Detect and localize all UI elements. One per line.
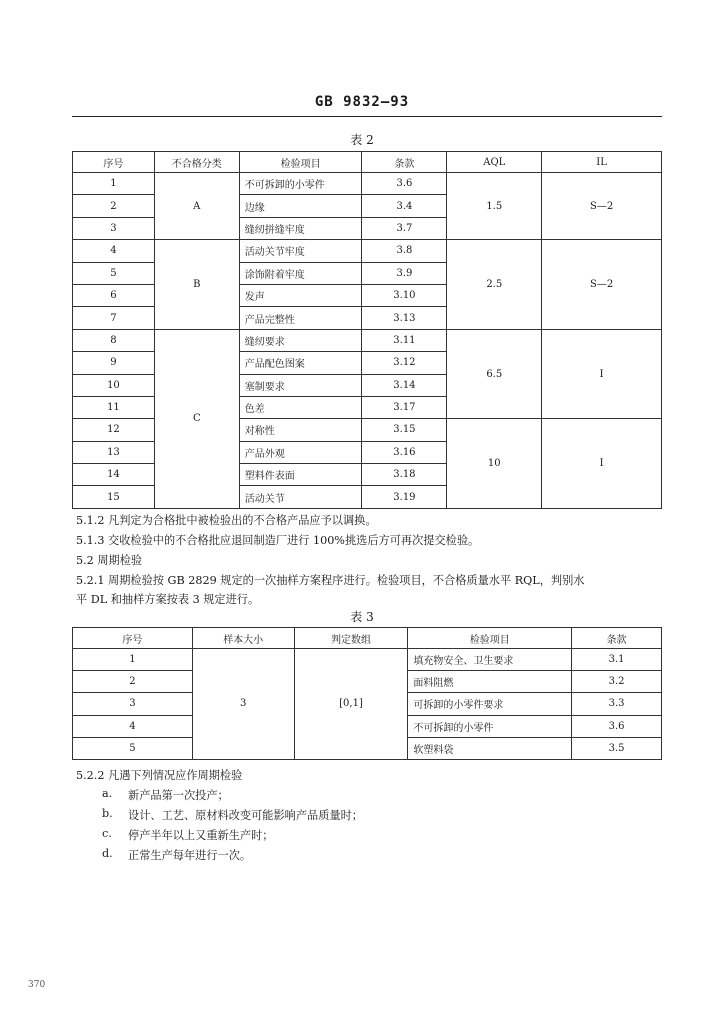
row-number: 5 xyxy=(73,737,193,759)
decision-cell: [0,1] xyxy=(294,649,408,760)
clause-cell: 3.13 xyxy=(362,307,447,329)
clause-cell: 3.19 xyxy=(362,486,447,508)
category-cell: B xyxy=(154,240,239,330)
paragraph-5-1-3: 5.1.3 交收检验中的不合格批应退回制造厂进行 100%挑选后方可再次提交检验。 xyxy=(76,534,480,547)
table-3 xyxy=(72,627,662,760)
item-cell: 不可拆卸的小零件 xyxy=(239,173,362,195)
item-cell: 塞制要求 xyxy=(239,374,362,396)
item-cell: 活动关节 xyxy=(239,486,362,508)
heading-5-2: 5.2 周期检验 xyxy=(76,554,143,567)
table2-header: AQL xyxy=(447,152,542,173)
item-cell: 面料阻燃 xyxy=(408,671,572,693)
category-cell: C xyxy=(154,329,239,508)
row-number: 14 xyxy=(73,464,155,486)
clause-cell: 3.15 xyxy=(362,419,447,441)
table2-header-row xyxy=(73,152,662,173)
aql-cell: 1.5 xyxy=(447,173,542,240)
clause-cell: 3.7 xyxy=(362,217,447,239)
clause-cell: 3.6 xyxy=(362,173,447,195)
paragraph-5-2-1-cont: 平 DL 和抽样方案按表 3 规定进行。 xyxy=(76,593,260,606)
item-cell: 不可拆卸的小零件 xyxy=(408,715,572,737)
clause-cell: 3.8 xyxy=(362,240,447,262)
category-cell: A xyxy=(154,173,239,240)
item-cell: 产品配色图案 xyxy=(239,352,362,374)
row-number: 11 xyxy=(73,396,155,418)
table2-header: 检验项目 xyxy=(239,152,362,173)
aql-cell: 10 xyxy=(447,419,542,509)
list-item: 新产品第一次投产； xyxy=(128,789,229,802)
item-cell: 色差 xyxy=(239,396,362,418)
il-cell: I xyxy=(542,329,662,419)
table2-header: 不合格分类 xyxy=(154,152,239,173)
clause-cell: 3.5 xyxy=(572,737,662,759)
table-row xyxy=(73,173,662,195)
table-row xyxy=(73,240,662,262)
clause-cell: 3.2 xyxy=(572,671,662,693)
clause-cell: 3.9 xyxy=(362,262,447,284)
table-row xyxy=(73,649,662,671)
table3-header: 序号 xyxy=(73,628,193,649)
clause-cell: 3.4 xyxy=(362,195,447,217)
table3-caption: 表 3 xyxy=(350,610,374,624)
row-number: 12 xyxy=(73,419,155,441)
list-item: 设计、工艺、原材料改变可能影响产品质量时； xyxy=(128,809,363,822)
item-cell: 填充物安全、卫生要求 xyxy=(408,649,572,671)
table2-header: 序号 xyxy=(73,152,155,173)
row-number: 7 xyxy=(73,307,155,329)
row-number: 5 xyxy=(73,262,155,284)
clause-cell: 3.14 xyxy=(362,374,447,396)
il-cell: I xyxy=(542,419,662,509)
row-number: 13 xyxy=(73,441,155,463)
sample-size-cell: 3 xyxy=(192,649,294,760)
row-number: 1 xyxy=(73,649,193,671)
item-cell: 产品完整性 xyxy=(239,307,362,329)
clause-cell: 3.18 xyxy=(362,464,447,486)
standard-number: GB 9832—93 xyxy=(314,94,410,110)
aql-cell: 6.5 xyxy=(447,329,542,419)
paragraph-5-2-1: 5.2.1 周期检验按 GB 2829 规定的一次抽样方案程序进行。检验项目，不合格质量水平 RQL，判别水 xyxy=(76,574,585,587)
item-cell: 涂饰附着牢度 xyxy=(239,262,362,284)
list-label: d. xyxy=(102,847,113,860)
il-cell: S—2 xyxy=(542,173,662,240)
row-number: 2 xyxy=(73,671,193,693)
list-item: 正常生产每年进行一次。 xyxy=(128,849,252,862)
item-cell: 可拆卸的小零件要求 xyxy=(408,693,572,715)
item-cell: 软塑料袋 xyxy=(408,737,572,759)
clause-cell: 3.10 xyxy=(362,284,447,306)
row-number: 8 xyxy=(73,329,155,351)
list-label: c. xyxy=(102,827,112,840)
il-cell: S—2 xyxy=(542,240,662,330)
item-cell: 对称性 xyxy=(239,419,362,441)
page-number: 370 xyxy=(28,980,46,990)
row-number: 15 xyxy=(73,486,155,508)
row-number: 9 xyxy=(73,352,155,374)
row-number: 6 xyxy=(73,284,155,306)
list-label: a. xyxy=(102,787,113,800)
clause-cell: 3.3 xyxy=(572,693,662,715)
paragraph-5-1-2: 5.1.2 凡判定为合格批中被检验出的不合格产品应予以调换。 xyxy=(76,514,377,527)
item-cell: 边缘 xyxy=(239,195,362,217)
item-cell: 缝纫要求 xyxy=(239,329,362,351)
item-cell: 活动关节牢度 xyxy=(239,240,362,262)
clause-cell: 3.1 xyxy=(572,649,662,671)
table3-header: 判定数组 xyxy=(294,628,408,649)
row-number: 3 xyxy=(73,693,193,715)
clause-cell: 3.12 xyxy=(362,352,447,374)
table3-header: 检验项目 xyxy=(408,628,572,649)
table3-header: 条款 xyxy=(572,628,662,649)
item-cell: 发声 xyxy=(239,284,362,306)
clause-cell: 3.6 xyxy=(572,715,662,737)
list-label: b. xyxy=(102,807,113,820)
header-rule xyxy=(72,116,662,117)
row-number: 4 xyxy=(73,715,193,737)
row-number: 2 xyxy=(73,195,155,217)
table2-header: 条款 xyxy=(362,152,447,173)
table3-header: 样本大小 xyxy=(192,628,294,649)
table2-caption: 表 2 xyxy=(350,133,374,147)
row-number: 10 xyxy=(73,374,155,396)
item-cell: 产品外观 xyxy=(239,441,362,463)
clause-cell: 3.17 xyxy=(362,396,447,418)
row-number: 1 xyxy=(73,173,155,195)
item-cell: 缝纫拼缝牢度 xyxy=(239,217,362,239)
item-cell: 塑料件表面 xyxy=(239,464,362,486)
row-number: 3 xyxy=(73,217,155,239)
table-row xyxy=(73,329,662,351)
table-2 xyxy=(72,151,662,509)
aql-cell: 2.5 xyxy=(447,240,542,330)
list-item: 停产半年以上又重新生产时； xyxy=(128,829,274,842)
row-number: 4 xyxy=(73,240,155,262)
clause-cell: 3.11 xyxy=(362,329,447,351)
table2-header: IL xyxy=(542,152,662,173)
clause-cell: 3.16 xyxy=(362,441,447,463)
table3-header-row xyxy=(73,628,662,649)
heading-5-2-2: 5.2.2 凡遇下列情况应作周期检验 xyxy=(76,769,243,782)
